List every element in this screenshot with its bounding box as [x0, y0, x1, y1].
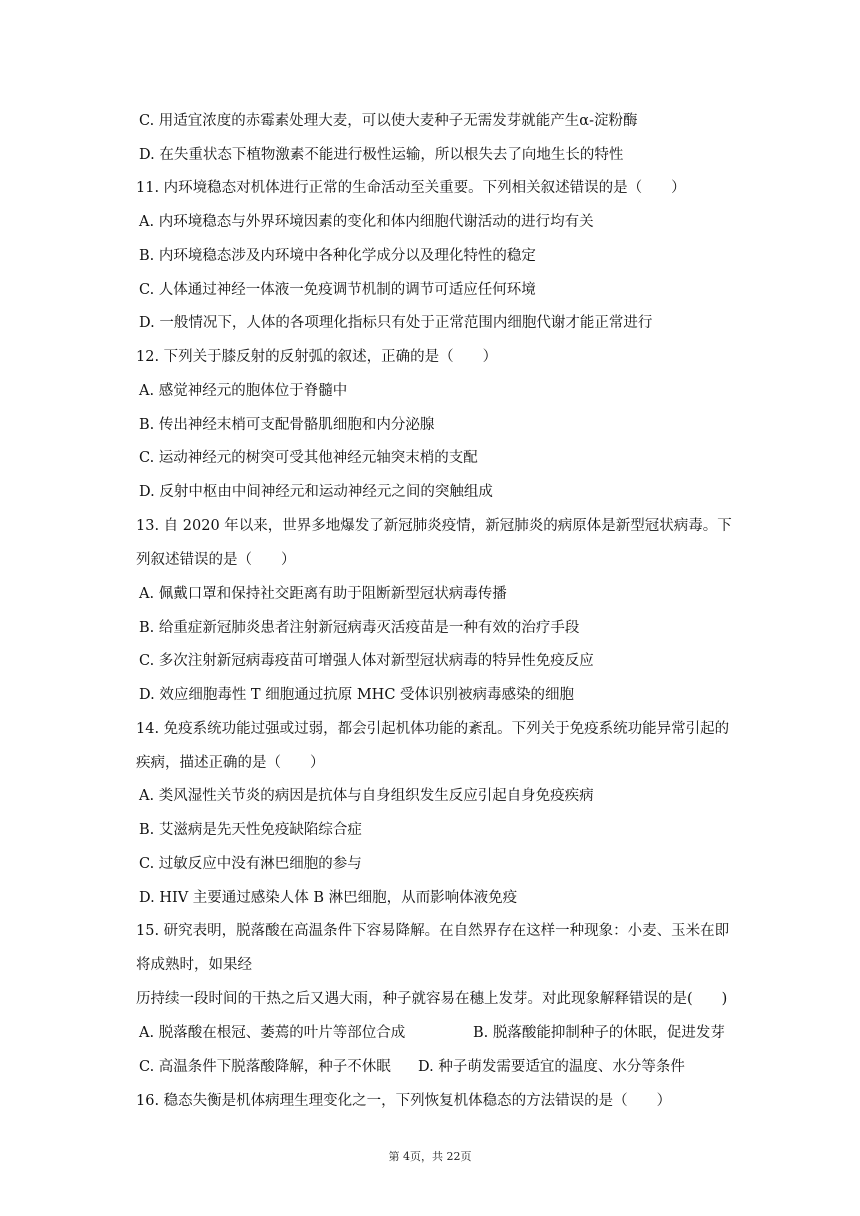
q15-stem-line1: 15. 研究表明，脱落酸在高温条件下容易降解。在自然界存在这样一种现象：小麦、玉米在即: [136, 923, 730, 939]
q15-option-d: D. 种子萌发需要适宜的温度、水分等条件: [418, 1059, 685, 1075]
q15-stem-line3: 历持续一段时间的干热之后又遇大雨，种子就容易在穗上发芽。对此现象解释错误的是( ): [136, 991, 728, 1007]
q14-stem-line2: 疾病，描述正确的是（ ）: [136, 755, 325, 771]
q15-option-b: B. 脱落酸能抑制种子的休眠，促进发芽: [473, 1025, 725, 1041]
q11-option-d: D. 一般情况下，人体的各项理化指标只有处于正常范围内细胞代谢才能正常进行: [139, 315, 653, 331]
q12-option-a: A. 感觉神经元的胞体位于脊髓中: [139, 383, 348, 399]
q12-option-c: C. 运动神经元的树突可受其他神经元轴突末梢的支配: [139, 450, 478, 466]
q12-stem: 12. 下列关于膝反射的反射弧的叙述，正确的是（ ）: [136, 349, 498, 365]
q12-option-b: B. 传出神经末梢可支配骨骼肌细胞和内分泌腺: [139, 417, 435, 433]
q14-stem-line1: 14. 免疫系统功能过强或过弱，都会引起机体功能的紊乱。下列关于免疫系统功能异常引起的: [136, 721, 730, 737]
q14-option-c: C. 过敏反应中没有淋巴细胞的参与: [139, 856, 362, 872]
q13-option-b: B. 给重症新冠肺炎患者注射新冠病毒灭活疫苗是一种有效的治疗手段: [139, 620, 580, 636]
q10-option-c: C. 用适宜浓度的赤霉素处理大麦，可以使大麦种子无需发芽就能产生α-淀粉酶: [139, 113, 638, 129]
q15-stem-line2: 将成熟时，如果经: [136, 957, 252, 973]
q13-option-d: D. 效应细胞毒性 T 细胞通过抗原 MHC 受体识别被病毒感染的细胞: [139, 687, 575, 703]
q16-stem: 16. 稳态失衡是机体病理生理变化之一，下列恢复机体稳态的方法错误的是（ ）: [136, 1093, 672, 1109]
q11-option-a: A. 内环境稳态与外界环境因素的变化和体内细胞代谢活动的进行均有关: [139, 214, 594, 230]
q15-option-a: A. 脱落酸在根冠、萎蔫的叶片等部位合成: [139, 1025, 406, 1041]
q11-option-c: C. 人体通过神经一体液一免疫调节机制的调节可适应任何环境: [139, 282, 536, 298]
q13-option-a: A. 佩戴口罩和保持社交距离有助于阻断新型冠状病毒传播: [139, 586, 507, 602]
q10-option-d: D. 在失重状态下植物激素不能进行极性运输，所以根失去了向地生长的特性: [139, 147, 624, 163]
q12-option-d: D. 反射中枢由中间神经元和运动神经元之间的突触组成: [139, 484, 493, 500]
q13-option-c: C. 多次注射新冠病毒疫苗可增强人体对新型冠状病毒的特异性免疫反应: [139, 653, 594, 669]
q13-stem-line2: 列叙述错误的是（ ）: [136, 552, 296, 568]
page-number-footer: 第 4页，共 22页: [388, 1150, 472, 1163]
q14-option-d: D. HIV 主要通过感染人体 B 淋巴细胞，从而影响体液免疫: [139, 890, 518, 906]
q13-stem-line1: 13. 自 2020 年以来，世界多地爆发了新冠肺炎疫情，新冠肺炎的病原体是新型冠状病毒。下: [136, 518, 732, 534]
q15-option-c: C. 高温条件下脱落酸降解，种子不休眠: [139, 1059, 391, 1075]
q14-option-a: A. 类风湿性关节炎的病因是抗体与自身组织发生反应引起自身免疫疾病: [139, 788, 594, 804]
q11-stem: 11. 内环境稳态对机体进行正常的生命活动至关重要。下列相关叙述错误的是（ ）: [136, 180, 686, 196]
q14-option-b: B. 艾滋病是先天性免疫缺陷综合症: [139, 822, 362, 838]
q11-option-b: B. 内环境稳态涉及内环境中各种化学成分以及理化特性的稳定: [139, 248, 536, 264]
